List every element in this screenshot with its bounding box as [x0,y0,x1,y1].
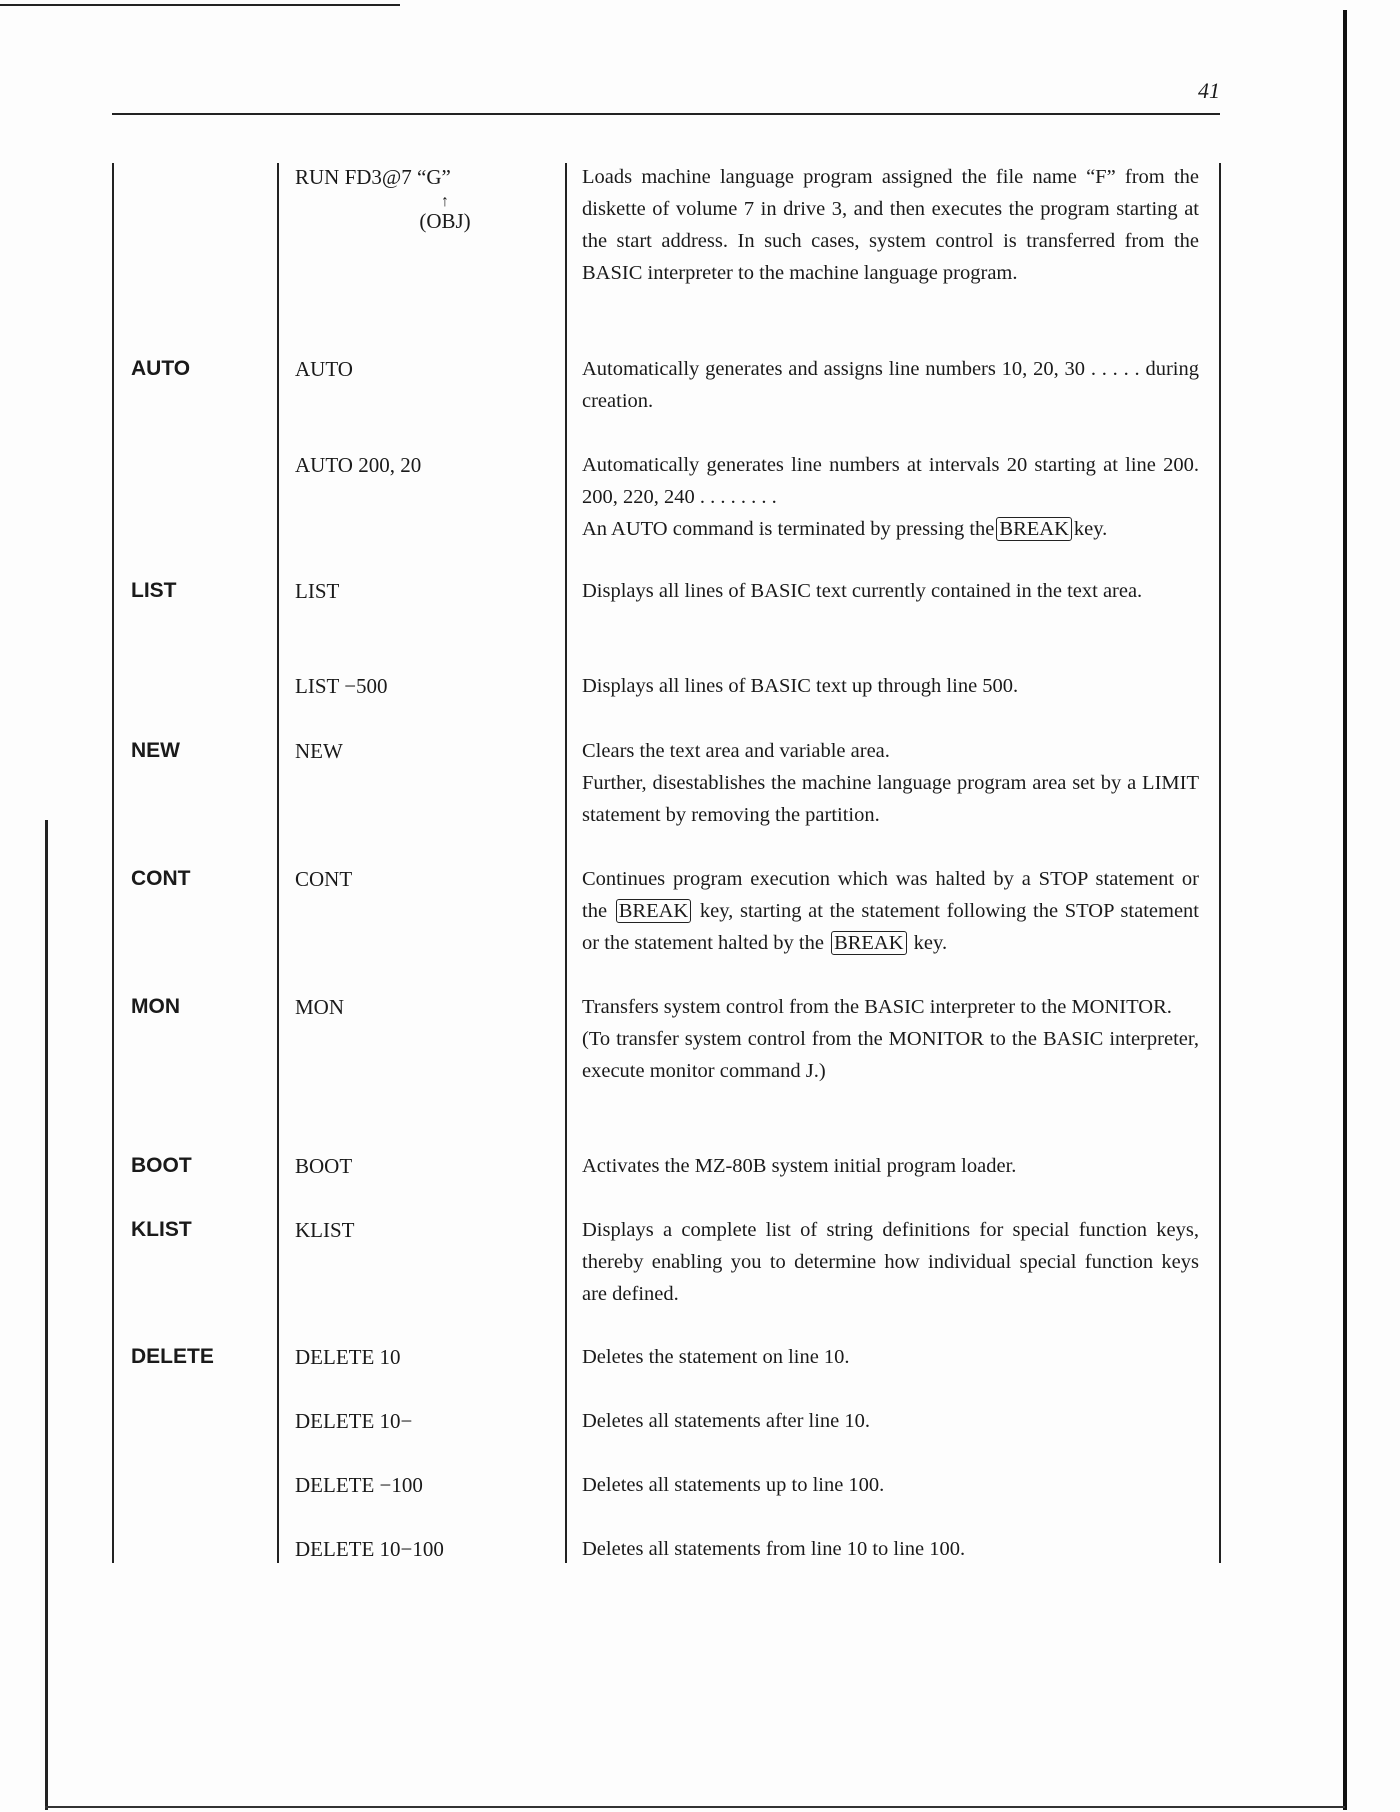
description-text: Deletes the statement on line 10. [582,1346,850,1368]
format-text: DELETE 10− [295,1409,413,1433]
format-text: DELETE −100 [295,1473,423,1497]
description-text: Continues program execution which was halted by a STOP statement or the BREAK key, starting at the statement following the STOP statement or the statement halted by the BREAK key. [582,868,1199,954]
format-text: LIST −500 [295,674,388,698]
table-rule-mid1 [277,163,279,1563]
description-text: Transfers system control from the BASIC interpreter to the MONITOR. (To transfer system control from the MONITOR to the BASIC interpreter, execute monitor command J.) [582,996,1199,1082]
format-text: MON [295,995,345,1019]
command-name: NEW [131,739,180,762]
format-text: CONT [295,867,353,891]
description-text: Automatically generates and assigns line numbers 10, 20, 30 . . . . . during creation. [582,358,1199,412]
description-text: Displays a complete list of string definitions for special function keys, thereby enabling you to determine how individual special function keys are defined. [582,1219,1199,1305]
object-annotation [415,195,475,234]
description-text: Displays all lines of BASIC text currently contained in the text area. [582,580,1143,602]
format-text: KLIST [295,1218,355,1242]
command-name: BOOT [131,1154,192,1177]
break-key: BREAK [831,931,906,955]
description-text: Displays all lines of BASIC text up through line 500. [582,675,1019,697]
command-name: LIST [131,579,177,602]
format-note: (OBJ) [419,209,471,233]
description-text: Automatically generates line numbers at intervals 20 starting at line 200. 200, 220, 240 . . . . . . . . An AUTO command is terminated by pressing the BREAK key. [582,454,1199,540]
command-name: MON [131,995,180,1018]
description-text: Activates the MZ-80B system initial program loader. [582,1155,1017,1177]
description-text: Deletes all statements after line 10. [582,1410,871,1432]
format-text: BOOT [295,1154,353,1178]
command-name: DELETE [131,1345,214,1368]
format-text: DELETE 10 [295,1345,401,1369]
format-text: NEW [295,739,343,763]
table-rule-mid2 [565,163,567,1563]
description-text: Deletes all statements from line 10 to line 100. [582,1538,966,1560]
command-name: CONT [131,867,191,890]
table-rule-left [112,163,114,1563]
format-text: LIST [295,579,340,603]
up-arrow-icon: ↑ [441,193,449,210]
description-text: Deletes all statements up to line 100. [582,1474,885,1496]
break-key: BREAK [996,517,1071,541]
format-text: AUTO [295,357,353,381]
command-name: KLIST [131,1218,192,1241]
description-text: Clears the text area and variable area. Further, disestablishes the machine language program area set by a LIMIT statement by removing the partition. [582,740,1199,826]
table-rule-right [1219,163,1221,1563]
description-text: Loads machine language program assigned the file name “F” from the diskette of volume 7 in drive 3, and then executes the program starting at the start address. In such cases, system control is transferred from the BASIC interpreter to the machine language program. [582,166,1199,284]
format-text: DELETE 10−100 [295,1537,444,1561]
format-text: RUN FD3@7 “G” [295,165,451,189]
format-text: AUTO 200, 20 [295,453,422,477]
page-number: 41 [1198,78,1220,103]
command-name: AUTO [131,357,191,380]
break-key: BREAK [616,899,691,923]
